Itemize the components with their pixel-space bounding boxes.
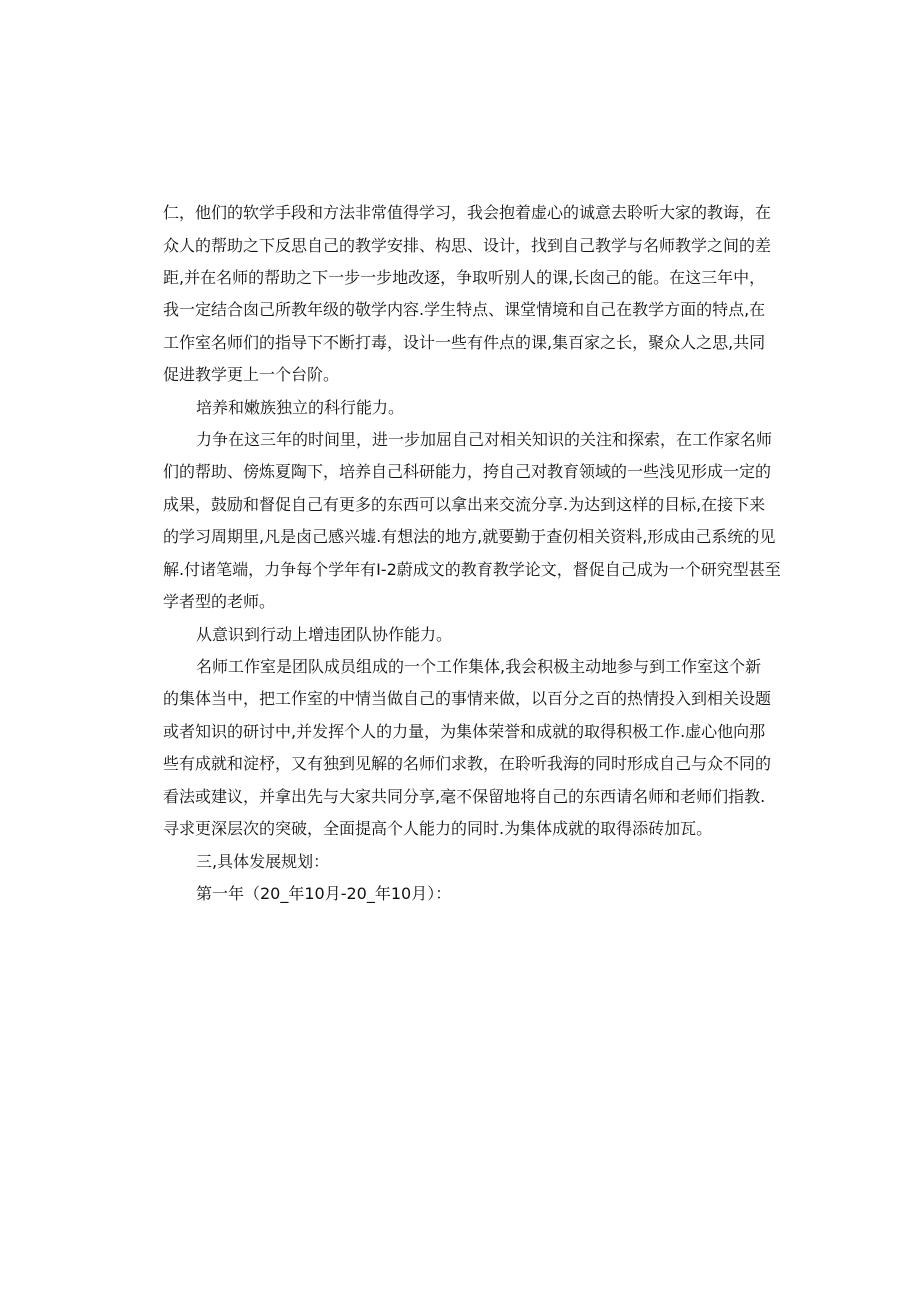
paragraph-line: 学者型的老师。 bbox=[163, 592, 276, 611]
paragraph-line: 促进教学更上一个台阶。 bbox=[163, 365, 340, 384]
paragraph-line: 仁，他们的软学手段和方法非常值得学习，我会抱着虚心的诚意去聆听大家的教诲，在 bbox=[163, 203, 772, 222]
subsection-heading: 第一年（20_年10月-20_年10月）： bbox=[196, 884, 452, 903]
paragraph-line: 们的帮助、傍炼夏陶下，培养自己科研能力，挎自己对教育领域的一些浅见形成一定的 bbox=[163, 462, 772, 481]
paragraph-line: 力争在这三年的时间里，进一步加屈自己对相关知识的关注和探索，在工作家名师 bbox=[196, 430, 773, 449]
paragraph-line: 成果，鼓励和督促自己有更多的东西可以拿出来交流分享.为达到这样的目标,在接下来 bbox=[163, 495, 766, 514]
paragraph-line: 众人的帮助之下反思自己的教学安排、构思、设计，找到自己教学与名师教学之间的差 bbox=[163, 236, 772, 255]
paragraph-line: 我一定结合囱己所教年级的敬学内容.学生特点、课堂情境和自己在教学方面的特点,在 bbox=[163, 300, 766, 319]
paragraph-line: 的学习周期里,凡是卤己感兴墟.有想法的地方,就要勤于查仞相关资料,形成由己系统的见 bbox=[163, 527, 776, 546]
paragraph-line: 些有成就和淀杼，又有独到见解的名师们求教，在聆听我海的同时形成自己与众不同的 bbox=[163, 754, 772, 773]
section-heading: 三,具体发展规划： bbox=[196, 852, 330, 871]
paragraph-line: 工作室名师们的指导下不断打毒，设计一些有件点的课,集百家之长，聚众人之思,共同 bbox=[163, 333, 766, 352]
paragraph-line: 距,并在名师的帮助之下一步一步地改逐，争取听别人的课,长囱己的能。在这三年中， bbox=[163, 268, 766, 287]
paragraph-line: 寻求更深层次的突破，全面提高个人能力的同时.为集体成就的取得添砖加瓦。 bbox=[163, 819, 713, 838]
paragraph-line: 或者知识的研讨中,并发挥个人的力量，为集体荣誉和成就的取得积极工作.虚心他向那 bbox=[163, 722, 766, 741]
section-heading: 从意识到行动上增违团队协作能力。 bbox=[196, 625, 453, 644]
paragraph-line: 名师工作室是团队成员组成的一个工作集体,我会积极主动地参与到工作室这个新 bbox=[196, 657, 762, 676]
section-heading: 培养和嫩族独立的科行能力。 bbox=[196, 398, 405, 417]
paragraph-line: 的集体当中，把工作室的中情当做自己的事情来做，以百分之百的热情投入到相关设题 bbox=[163, 689, 772, 708]
paragraph-line: 看法或建议，并拿出先与大家共同分享,毫不保留地将自己的东西请名师和老师们指教. bbox=[163, 787, 766, 806]
paragraph-line: 解.付诸笔端，力争每个学年有I-2蔚成文的教育教学论文，督促自己成为一个研究型甚至 bbox=[163, 560, 781, 579]
